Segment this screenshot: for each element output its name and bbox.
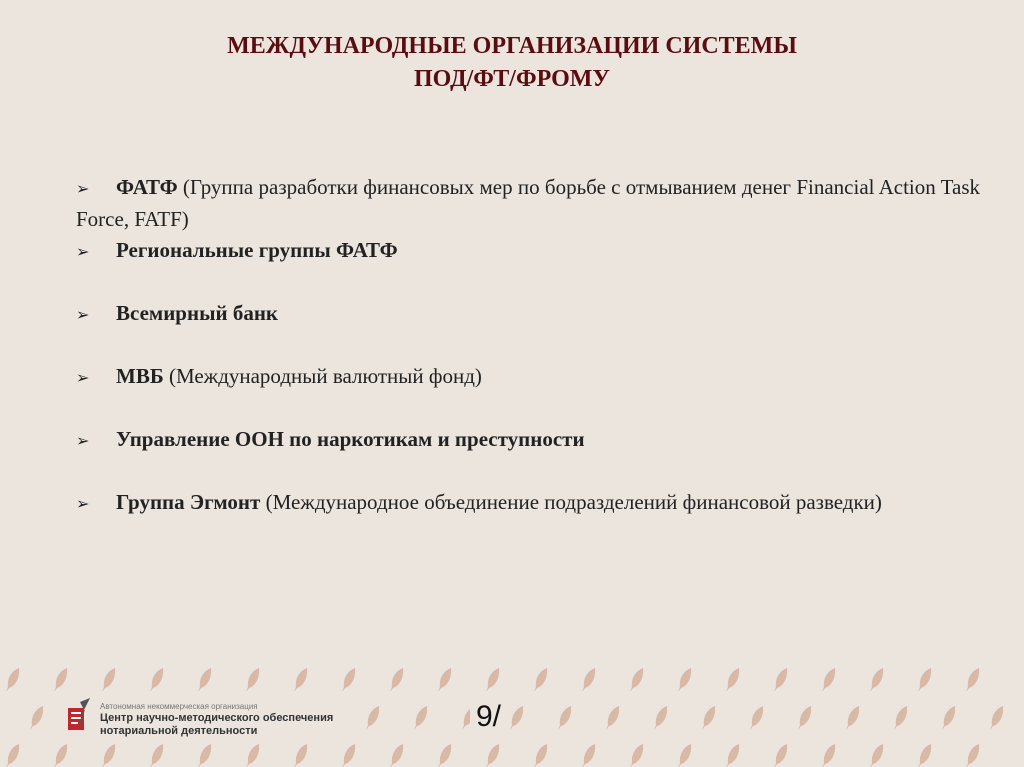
feather-icon: [676, 667, 694, 693]
item-term: Всемирный банк: [116, 301, 279, 325]
feather-icon: [4, 667, 22, 693]
feather-icon: [244, 743, 262, 767]
bullet-arrow-icon: ➢: [76, 305, 90, 324]
title-line-2: ПОД/ФТ/ФРОМУ: [413, 66, 611, 92]
feather-icon: [508, 705, 526, 731]
list-item: [76, 487, 980, 519]
item-term: ФАТФ: [116, 175, 178, 199]
feather-icon: [436, 667, 454, 693]
feather-icon: [484, 743, 502, 767]
feather-icon: [100, 667, 118, 693]
title-line-1: МЕЖДУНАРОДНЫЕ ОРГАНИЗАЦИИ СИСТЕМЫ: [227, 33, 797, 59]
feather-icon: [868, 743, 886, 767]
feather-icon: [196, 743, 214, 767]
feather-icon: [844, 705, 862, 731]
feather-icon: [580, 667, 598, 693]
item-term: Группа Эгмонт: [116, 490, 261, 514]
feather-icon: [892, 705, 910, 731]
feather-icon: [100, 743, 118, 767]
feather-icon: [580, 743, 598, 767]
feather-icon: [940, 705, 958, 731]
feather-icon: [364, 705, 382, 731]
org-type-label: Автономная некоммерческая организация: [100, 702, 258, 711]
bullet-arrow-icon: ➢: [76, 494, 90, 513]
item-description: (Группа разработки финансовых мер по борьбе с отмыванием денег Financial Action Task Force, FATF): [76, 175, 980, 231]
feather-icon: [388, 743, 406, 767]
feather-icon: [916, 667, 934, 693]
feather-icon: [724, 667, 742, 693]
feather-icon: [916, 743, 934, 767]
bullet-list: [76, 172, 980, 519]
feather-icon: [988, 705, 1006, 731]
feather-icon: [700, 705, 718, 731]
feather-icon: [724, 743, 742, 767]
list-item: [76, 424, 980, 456]
feather-icon: [52, 667, 70, 693]
feather-icon: [292, 743, 310, 767]
bullet-arrow-icon: ➢: [76, 368, 90, 387]
feather-icon: [484, 667, 502, 693]
feather-icon: [748, 705, 766, 731]
feather-icon: [4, 743, 22, 767]
item-term: МВБ: [116, 364, 164, 388]
feather-icon: [820, 667, 838, 693]
notary-logo-icon: [66, 698, 92, 736]
feather-icon: [244, 667, 262, 693]
feather-icon: [52, 743, 70, 767]
feather-icon: [820, 743, 838, 767]
feather-icon: [292, 667, 310, 693]
feather-icon: [412, 705, 430, 731]
feather-icon: [676, 743, 694, 767]
feather-icon: [772, 667, 790, 693]
feather-icon: [148, 743, 166, 767]
feather-icon: [148, 667, 166, 693]
footer-logo: [60, 696, 360, 744]
bullet-arrow-icon: ➢: [76, 431, 90, 450]
feather-icon: [772, 743, 790, 767]
feather-icon: [964, 667, 982, 693]
list-item: [76, 361, 980, 393]
bullet-arrow-icon: ➢: [76, 242, 90, 261]
feather-icon: [532, 667, 550, 693]
feather-icon: [868, 667, 886, 693]
org-name-line-1: Центр научно-методического обеспечения: [100, 712, 334, 724]
feather-icon: [604, 705, 622, 731]
feather-icon: [436, 743, 454, 767]
feather-icon: [628, 667, 646, 693]
page-number: 9/: [470, 700, 507, 734]
bullet-arrow-icon: ➢: [76, 179, 90, 198]
feather-icon: [340, 667, 358, 693]
feather-icon: [652, 705, 670, 731]
org-name-line-2: нотариальной деятельности: [100, 725, 258, 737]
item-term: Региональные группы ФАТФ: [116, 238, 398, 262]
feather-icon: [28, 705, 46, 731]
item-term: Управление ООН по наркотикам и преступности: [116, 427, 585, 451]
feather-icon: [964, 743, 982, 767]
list-item: [76, 235, 980, 267]
feather-icon: [388, 667, 406, 693]
feather-icon: [628, 743, 646, 767]
list-item: [76, 298, 980, 330]
slide-title: [0, 30, 1024, 96]
feather-icon: [556, 705, 574, 731]
list-item: [76, 172, 980, 235]
feather-icon: [340, 743, 358, 767]
feather-icon: [196, 667, 214, 693]
item-description: (Международное объединение подразделений финансовой разведки): [260, 490, 882, 514]
item-description: (Международный валютный фонд): [163, 364, 482, 388]
feather-icon: [796, 705, 814, 731]
feather-icon: [532, 743, 550, 767]
